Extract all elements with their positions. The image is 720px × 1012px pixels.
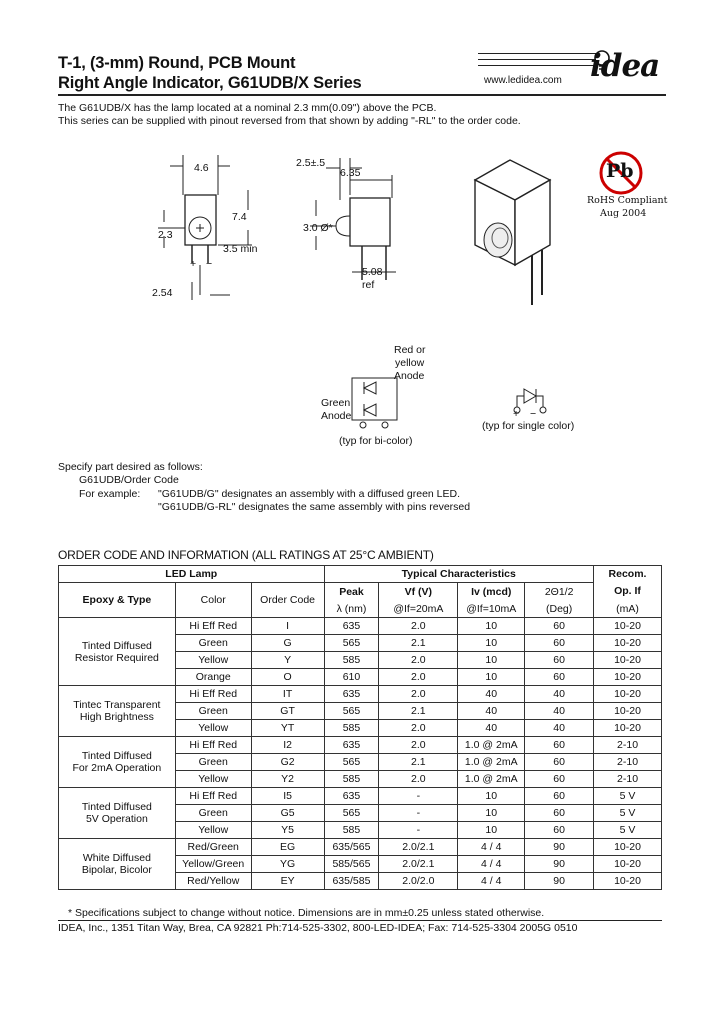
angle-cell: 40 <box>525 703 594 720</box>
op-cell: 10-20 <box>594 635 662 652</box>
spec-note: * Specifications subject to change without notice. Dimensions are in mm±0.25 unless stated otherwise. <box>68 907 545 919</box>
code-cell: O <box>251 669 324 686</box>
title-line-1: T-1, (3-mm) Round, PCB Mount <box>58 54 296 72</box>
op-cell: 10-20 <box>594 839 662 856</box>
angle-cell: 60 <box>525 652 594 669</box>
angle-cell: 60 <box>525 754 594 771</box>
epoxy-type-line-1: Tintec Transparent <box>73 699 161 711</box>
code-cell: Y5 <box>251 822 324 839</box>
color-cell: Yellow/Green <box>175 856 251 873</box>
peak-cell: 635 <box>324 686 379 703</box>
peak-cell: 635/585 <box>324 873 379 890</box>
epoxy-type-line-2: High Brightness <box>79 711 154 723</box>
peak-cell: 565 <box>324 703 379 720</box>
iv-cell: 10 <box>458 822 525 839</box>
iv-cell: 10 <box>458 788 525 805</box>
header-led-lamp: LED Lamp <box>59 566 325 583</box>
vf-cell: 2.0 <box>379 669 458 686</box>
code-cell: I <box>251 618 324 635</box>
order-section-title: ORDER CODE AND INFORMATION (ALL RATINGS AT 25°C AMBIENT) <box>58 548 434 562</box>
vf-cell: 2.0/2.0 <box>379 873 458 890</box>
red-yellow-label-1: Red or <box>394 344 426 356</box>
table-row <box>59 788 662 805</box>
peak-cell: 585 <box>324 771 379 788</box>
angle-cell: 60 <box>525 822 594 839</box>
peak-cell: 585/565 <box>324 856 379 873</box>
dim-lead-min: 3.5 min <box>223 243 258 255</box>
dim-pitch: 2.54 <box>152 287 173 299</box>
op-cell: 10-20 <box>594 873 662 890</box>
code-cell: I2 <box>251 737 324 754</box>
angle-cell: 90 <box>525 856 594 873</box>
color-cell: Hi Eff Red <box>175 788 251 805</box>
single-plus-label: + <box>513 408 520 420</box>
color-cell: Yellow <box>175 652 251 669</box>
epoxy-type-line-2: Bipolar, Bicolor <box>81 864 152 876</box>
color-cell: Green <box>175 703 251 720</box>
company-address: IDEA, Inc., 1351 Titan Way, Brea, CA 92821 Ph:714-525-3302, 800-LED-IDEA; Fax: 714-525-3304 2005G 0510 <box>58 922 578 934</box>
op-cell: 2-10 <box>594 771 662 788</box>
header-rule-1 <box>478 53 596 54</box>
angle-cell: 60 <box>525 635 594 652</box>
epoxy-type-cell <box>59 839 176 890</box>
angle-cell: 90 <box>525 873 594 890</box>
peak-cell: 610 <box>324 669 379 686</box>
color-cell: Green <box>175 635 251 652</box>
iv-cell: 1.0 @ 2mA <box>458 771 525 788</box>
op-cell: 5 V <box>594 805 662 822</box>
color-cell: Red/Green <box>175 839 251 856</box>
single-color-caption: (typ for single color) <box>482 420 575 432</box>
color-cell: Hi Eff Red <box>175 737 251 754</box>
op-cell: 10-20 <box>594 669 662 686</box>
iv-cell: 40 <box>458 720 525 737</box>
angle-cell: 60 <box>525 737 594 754</box>
op-cell: 10-20 <box>594 856 662 873</box>
angle-cell: 40 <box>525 686 594 703</box>
iv-cell: 10 <box>458 669 525 686</box>
angle-cell: 60 <box>525 771 594 788</box>
header-divider <box>58 94 666 96</box>
angle-cell: 60 <box>525 618 594 635</box>
code-cell: IT <box>251 686 324 703</box>
specify-line-2: G61UDB/Order Code <box>79 474 179 486</box>
header-epoxy: Epoxy & Type <box>59 583 176 618</box>
dim-lead-spacing: 5.08 <box>362 266 383 278</box>
vf-cell: 2.0/2.1 <box>379 839 458 856</box>
peak-cell: 585 <box>324 822 379 839</box>
op-cell: 2-10 <box>594 737 662 754</box>
header-rule-2 <box>478 59 596 60</box>
code-cell: G5 <box>251 805 324 822</box>
epoxy-type-cell <box>59 618 176 686</box>
code-cell: G <box>251 635 324 652</box>
peak-cell: 635 <box>324 737 379 754</box>
angle-cell: 40 <box>525 720 594 737</box>
peak-cell: 635/565 <box>324 839 379 856</box>
header-vf: Vf (V) <box>379 583 458 601</box>
epoxy-type-line-1: Tinted Diffused <box>81 639 152 652</box>
dim-height: 7.4 <box>232 211 247 223</box>
rohs-pb-symbol: Pb <box>606 160 634 182</box>
dim-offset: 2.5±.5 <box>296 157 326 169</box>
iv-cell: 1.0 @ 2mA <box>458 754 525 771</box>
header-typical: Typical Characteristics <box>324 566 594 583</box>
title-line-2: Right Angle Indicator, G61UDB/X Series <box>58 74 362 92</box>
green-anode-label-1: Green <box>321 397 351 409</box>
op-cell: 5 V <box>594 822 662 839</box>
angle-cell: 60 <box>525 788 594 805</box>
idea-logo: idea <box>590 48 660 84</box>
dim-lamp-height: 2.3 <box>158 229 173 241</box>
color-cell: Green <box>175 754 251 771</box>
vf-cell: - <box>379 788 458 805</box>
header-ma: (mA) <box>594 600 662 618</box>
code-cell: GT <box>251 703 324 720</box>
lightbulb-icon <box>594 48 614 100</box>
vf-cell: 2.0 <box>379 720 458 737</box>
code-cell: G2 <box>251 754 324 771</box>
vf-cell: - <box>379 805 458 822</box>
iv-cell: 4 / 4 <box>458 839 525 856</box>
iv-cell: 10 <box>458 805 525 822</box>
header-op-if: Op. If <box>594 583 662 601</box>
rohs-date: Aug 2004 <box>600 208 647 219</box>
iv-cell: 1.0 @ 2mA <box>458 737 525 754</box>
specify-line-1: Specify part desired as follows: <box>58 461 203 473</box>
dim-width: 4.6 <box>194 162 209 174</box>
table-row <box>59 686 662 703</box>
code-cell: EY <box>251 873 324 890</box>
vf-cell: 2.0/2.1 <box>379 856 458 873</box>
website-url[interactable]: www.ledidea.com <box>484 75 562 86</box>
dim-diameter: 3.0 Ø* <box>303 222 333 234</box>
vf-cell: 2.1 <box>379 635 458 652</box>
dim-length: 6.35 <box>340 167 361 179</box>
op-cell: 10-20 <box>594 720 662 737</box>
iv-cell: 10 <box>458 618 525 635</box>
code-cell: EG <box>251 839 324 856</box>
isometric-view-drawing <box>470 155 565 325</box>
vf-cell: 2.1 <box>379 703 458 720</box>
example-1: "G61UDB/G" designates an assembly with a diffused green LED. <box>158 488 461 500</box>
order-code-table <box>58 565 662 890</box>
epoxy-type-line-2: For 2mA Operation <box>72 762 162 774</box>
op-cell: 10-20 <box>594 703 662 720</box>
epoxy-type-cell <box>59 686 176 737</box>
peak-cell: 635 <box>324 788 379 805</box>
vf-cell: 2.0 <box>379 737 458 754</box>
pin-minus-label: − <box>206 258 213 270</box>
color-cell: Orange <box>175 669 251 686</box>
color-cell: Yellow <box>175 822 251 839</box>
rohs-compliant: RoHS Compliant <box>587 195 668 206</box>
code-cell: Y2 <box>251 771 324 788</box>
vf-cell: 2.0 <box>379 618 458 635</box>
color-cell: Yellow <box>175 720 251 737</box>
header-angle-unit: (Deg) <box>525 600 594 618</box>
vf-cell: - <box>379 822 458 839</box>
table-row <box>59 618 662 635</box>
example-2: "G61UDB/G-RL" designates the same assembly with pins reversed <box>158 501 471 513</box>
intro-line-1: The G61UDB/X has the lamp located at a nominal 2.3 mm(0.09") above the PCB. <box>58 102 437 114</box>
header-peak: Peak <box>324 583 379 601</box>
red-yellow-label-3: Anode <box>394 370 425 382</box>
peak-cell: 565 <box>324 754 379 771</box>
header-color: Color <box>175 583 251 618</box>
peak-cell: 585 <box>324 720 379 737</box>
iv-cell: 40 <box>458 686 525 703</box>
peak-cell: 585 <box>324 652 379 669</box>
iv-cell: 40 <box>458 703 525 720</box>
epoxy-type-cell <box>59 737 176 788</box>
epoxy-type-line-2: Resistor Required <box>74 651 159 664</box>
green-anode-label-2: Anode <box>321 410 352 422</box>
header-iv: Iv (mcd) <box>458 583 525 601</box>
header-recom: Recom. <box>594 566 662 583</box>
color-cell: Green <box>175 805 251 822</box>
angle-cell: 60 <box>525 805 594 822</box>
code-cell: YT <box>251 720 324 737</box>
color-cell: Yellow <box>175 771 251 788</box>
header-angle: 2Θ1/2 <box>525 583 594 601</box>
footer-divider <box>58 920 662 921</box>
epoxy-type-line-1: White Diffused <box>82 852 151 864</box>
iv-cell: 10 <box>458 635 525 652</box>
op-cell: 2-10 <box>594 754 662 771</box>
header-vf-cond: @If=20mA <box>379 600 458 618</box>
epoxy-type-line-1: Tinted Diffused <box>81 750 152 762</box>
epoxy-type-line-1: Tinted Diffused <box>81 801 152 813</box>
code-cell: Y <box>251 652 324 669</box>
bicolor-caption: (typ for bi-color) <box>339 435 413 447</box>
op-cell: 10-20 <box>594 618 662 635</box>
header-order-code: Order Code <box>251 583 324 618</box>
table-row <box>59 737 662 754</box>
vf-cell: 2.0 <box>379 686 458 703</box>
header-rule-3 <box>478 65 596 66</box>
code-cell: YG <box>251 856 324 873</box>
pin-plus-label: + <box>190 258 197 270</box>
single-minus-label: − <box>530 408 537 420</box>
op-cell: 10-20 <box>594 652 662 669</box>
intro-line-2: This series can be supplied with pinout reversed from that shown by adding "-RL" to the order code. <box>58 115 521 127</box>
vf-cell: 2.0 <box>379 771 458 788</box>
example-label: For example: <box>79 488 141 500</box>
red-yellow-label-2: yellow <box>395 357 425 369</box>
angle-cell: 90 <box>525 839 594 856</box>
color-cell: Red/Yellow <box>175 873 251 890</box>
peak-cell: 565 <box>324 635 379 652</box>
vf-cell: 2.0 <box>379 652 458 669</box>
angle-cell: 60 <box>525 669 594 686</box>
color-cell: Hi Eff Red <box>175 686 251 703</box>
dim-ref: ref <box>362 279 375 291</box>
vf-cell: 2.1 <box>379 754 458 771</box>
code-cell: I5 <box>251 788 324 805</box>
epoxy-type-line-2: 5V Operation <box>85 813 148 825</box>
iv-cell: 4 / 4 <box>458 856 525 873</box>
iv-cell: 10 <box>458 652 525 669</box>
iv-cell: 4 / 4 <box>458 873 525 890</box>
color-cell: Hi Eff Red <box>175 618 251 635</box>
peak-cell: 635 <box>324 618 379 635</box>
header-iv-cond: @If=10mA <box>458 600 525 618</box>
op-cell: 10-20 <box>594 686 662 703</box>
table-row <box>59 839 662 856</box>
epoxy-type-cell <box>59 788 176 839</box>
header-peak-unit: λ (nm) <box>324 600 379 618</box>
op-cell: 5 V <box>594 788 662 805</box>
peak-cell: 565 <box>324 805 379 822</box>
